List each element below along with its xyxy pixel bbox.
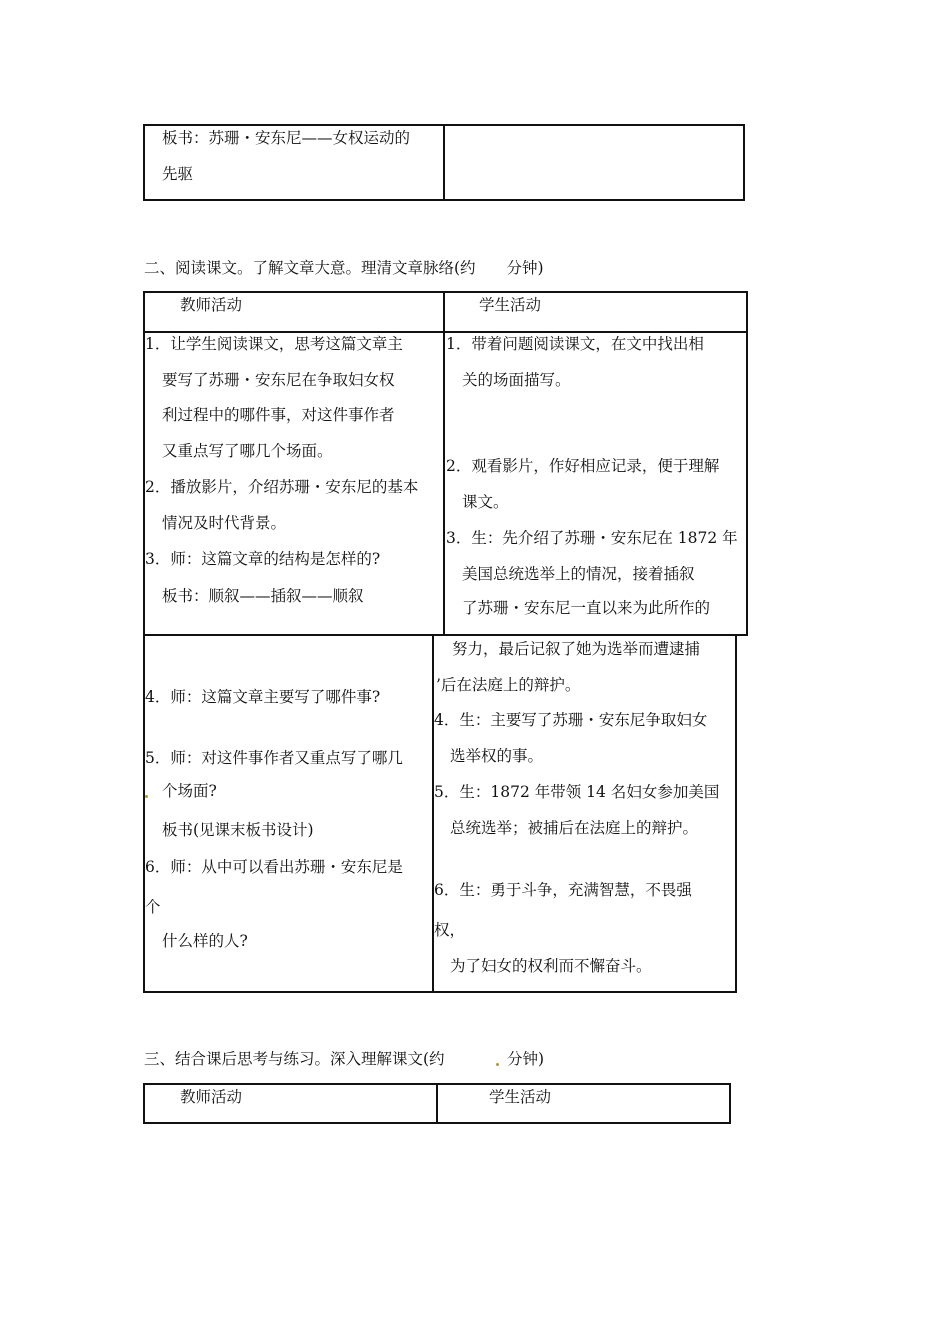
section3-heading-part2: 分钟)	[507, 1050, 545, 1068]
part1-student-line-4: 课文。	[462, 493, 509, 511]
part2-teacher-line-4: 板书(见课末板书设计)	[162, 821, 314, 839]
part1-student-line-3: 2．观看影片，作好相应记录，便于理解	[446, 457, 720, 475]
part1-teacher-line-5: 2．播放影片，介绍苏珊・安东尼的基本	[145, 478, 419, 496]
part1-student-line-2: 关的场面描写。	[462, 371, 571, 389]
part2-teacher-line-3: 个场面?	[162, 782, 217, 800]
part2-teacher-line-5: 6．师：从中可以看出苏珊・安东尼是	[145, 858, 403, 876]
part1-student-line-6: 美国总统选举上的情况，接着插叙	[462, 565, 695, 583]
part1-teacher-line-3: 利过程中的哪件事，对这件事作者	[162, 406, 395, 424]
section3-heading-part1: 三、结合课后思考与练习。深入理解课文(约	[144, 1050, 445, 1068]
board-text-line-2: 先驱	[162, 165, 194, 183]
student-activity-header: 学生活动	[479, 296, 542, 314]
part2-student-line-1: 努力，最后记叙了她为选举而遭逮捕	[452, 640, 701, 658]
part2-student-line-5: 5．生：1872 年带领 14 名妇女参加美国	[434, 783, 720, 801]
section2-header-divider	[443, 291, 445, 333]
part2-student-line-7: 6．生：勇于斗争，充满智慧，不畏强	[434, 881, 692, 899]
section3-teacher-header: 教师活动	[180, 1088, 243, 1106]
part2-teacher-line-2: 5．师：对这件事作者又重点写了哪几	[145, 749, 403, 767]
section2-part2-top-border	[143, 634, 434, 636]
section3-heading-mark	[496, 1063, 499, 1066]
section3-header-divider	[436, 1083, 438, 1124]
part1-student-line-1: 1．带着问题阅读课文，在文中找出相	[446, 335, 704, 353]
part1-teacher-line-6: 情况及时代背景。	[162, 514, 287, 532]
stray-mark	[145, 795, 148, 798]
board-table-divider	[443, 124, 445, 201]
part2-student-line-9: 为了妇女的权利而不懈奋斗。	[450, 957, 652, 975]
section3-student-header: 学生活动	[489, 1088, 552, 1106]
part1-student-line-7: 了苏珊・安东尼一直以来为此所作的	[462, 599, 711, 617]
teacher-activity-header: 教师活动	[180, 296, 243, 314]
part1-teacher-line-1: 1．让学生阅读课文，思考这篇文章主	[145, 335, 403, 353]
part2-teacher-line-7: 什么样的人?	[162, 932, 248, 950]
section2-part1-divider	[443, 331, 445, 636]
part2-student-line-8: 权，	[434, 921, 466, 939]
part2-student-line-6: 总统选举；被捕后在法庭上的辩护。	[450, 819, 699, 837]
part1-student-line-5: 3．生：先介绍了苏珊・安东尼在 1872 年	[446, 529, 738, 547]
part1-teacher-line-7: 3．师：这篇文章的结构是怎样的?	[145, 550, 381, 568]
part1-teacher-line-2: 要写了苏珊・安东尼在争取妇女权	[162, 371, 395, 389]
part2-student-line-3: 4．生：主要写了苏珊・安东尼争取妇女	[434, 711, 708, 729]
section2-part2-divider	[432, 634, 434, 993]
part1-teacher-line-8: 板书：顺叙——插叙——顺叙	[162, 587, 364, 605]
part1-teacher-line-4: 又重点写了哪几个场面。	[162, 442, 333, 460]
section2-heading: 二、阅读课文。了解文章大意。理清文章脉络(约 分钟)	[144, 259, 544, 277]
part2-teacher-line-1: 4．师：这篇文章主要写了哪件事?	[145, 688, 381, 706]
part2-student-line-4: 选举权的事。	[450, 747, 544, 765]
board-text-line-1: 板书：苏珊・安东尼——女权运动的	[162, 129, 411, 147]
part2-teacher-line-6: 个	[145, 898, 161, 916]
part2-student-line-2: ’后在法庭上的辩护。	[436, 676, 581, 694]
